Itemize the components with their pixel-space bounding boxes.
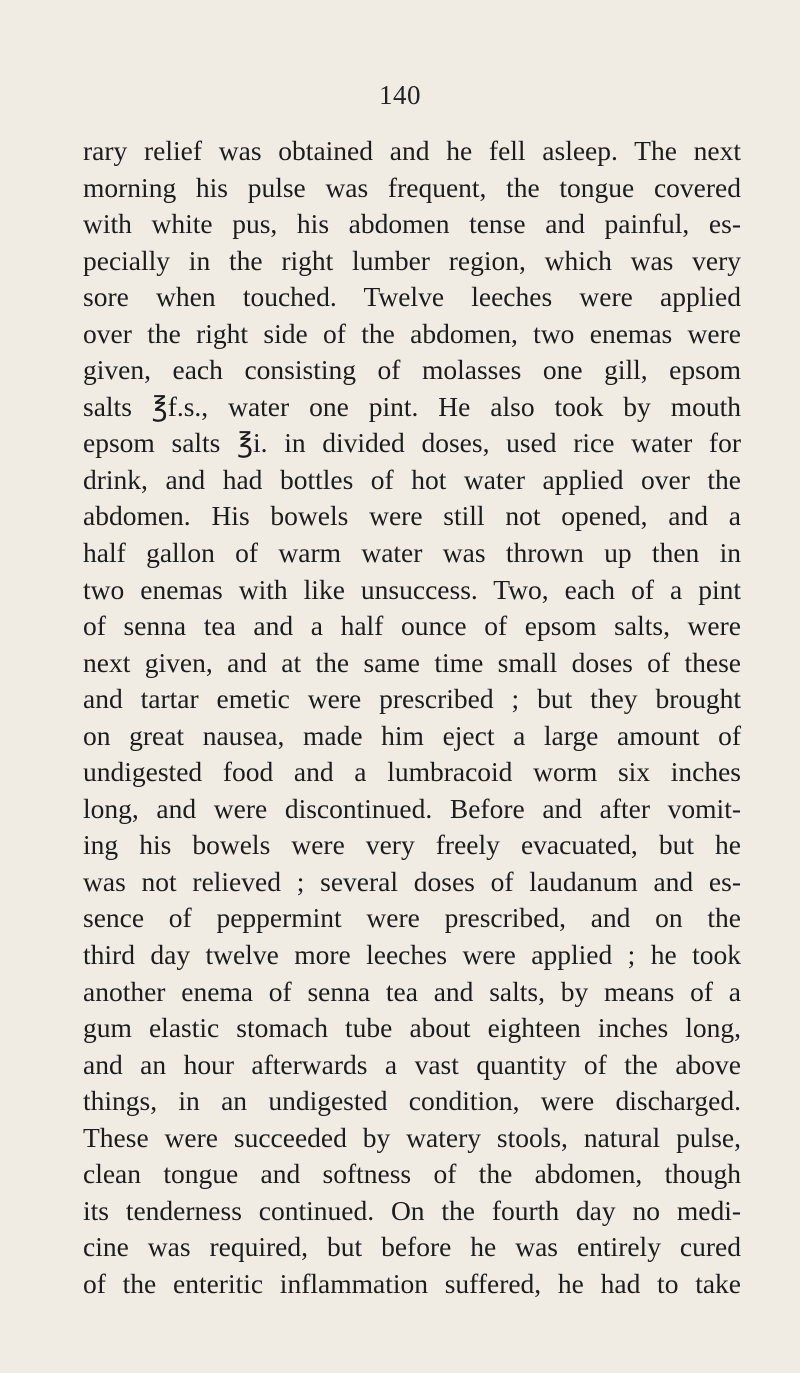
text-line: undigested food and a lumbracoid worm six inches [83,756,741,788]
text-line: on great nausea, made him eject a large amount of [83,719,741,751]
text-line: another enema of senna tea and salts, by means of a [83,975,741,1007]
text-line: half gallon of warm water was thrown up then in [83,537,741,569]
text-line: two enemas with like unsuccess. Two, each of a pint [83,573,741,605]
text-line: gum elastic stomach tube about eighteen inches long, [83,1012,741,1044]
text-line: was not relieved ; several doses of laudanum and es- [83,865,741,897]
text-line: over the right side of the abdomen, two enemas were [83,317,741,349]
text-line: next given, and at the same time small doses of these [83,646,741,678]
text-line: with white pus, his abdomen tense and painful, es- [83,208,741,240]
text-line: morning his pulse was frequent, the tongue covered [83,171,741,203]
text-line: and tartar emetic were prescribed ; but they brought [83,683,741,715]
text-line: pecially in the right lumber region, which was very [83,244,741,276]
text-line: things, in an undigested condition, were discharged. [83,1085,741,1117]
text-line: ing his bowels were very freely evacuated, but he [83,829,741,861]
body-text [83,133,741,1303]
text-line: abdomen. His bowels were still not opened, and a [83,500,741,532]
text-line: rary relief was obtained and he fell asleep. The next [83,135,741,166]
page-number: 140 [379,80,421,110]
text-line: These were succeeded by watery stools, natural pulse, [83,1121,741,1153]
text-line: and an hour afterwards a vast quantity of the above [83,1048,741,1080]
text-line: given, each consisting of molasses one gill, epsom [83,354,741,386]
text-line: cine was required, but before he was entirely cured [83,1231,741,1263]
text-line: its tenderness continued. On the fourth day no medi- [83,1194,741,1226]
text-line: long, and were discontinued. Before and after vomit- [83,792,741,824]
text-line: of senna tea and a half ounce of epsom salts, were [83,610,741,642]
text-line: sence of peppermint were prescribed, and on the [83,902,741,934]
text-line: epsom salts ℥i. in divided doses, used rice water for [83,427,741,459]
text-line: drink, and had bottles of hot water applied over the [83,463,741,495]
text-line: sore when touched. Twelve leeches were applied [83,281,741,313]
text-line: clean tongue and softness of the abdomen, though [83,1158,741,1190]
text-line: third day twelve more leeches were applied ; he took [83,939,741,971]
text-line: of the enteritic inflammation suffered, he had to take [83,1267,741,1299]
text-line: salts ℥f.s., water one pint. He also took by mouth [83,390,741,422]
